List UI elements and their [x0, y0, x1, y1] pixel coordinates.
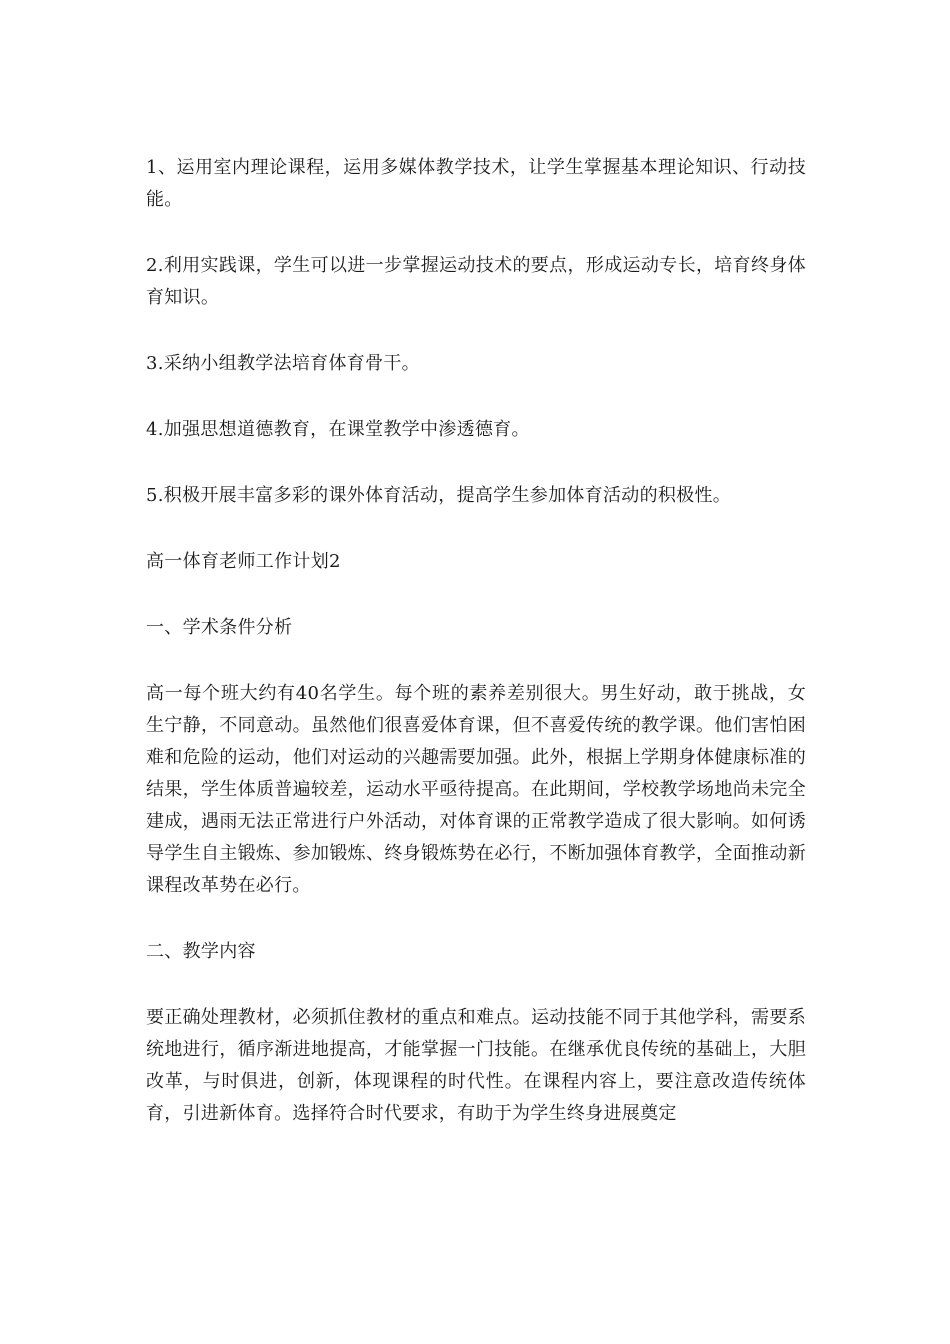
- paragraph-method-2: 2.利用实践课，学生可以进一步掌握运动技术的要点，形成运动专长，培育终身体育知识。: [146, 255, 806, 308]
- heading-analysis: 一、学术条件分析: [146, 617, 293, 638]
- heading-content: 二、教学内容: [146, 941, 256, 962]
- paragraph-method-3: 3.采纳小组教学法培育体育骨干。: [146, 353, 420, 374]
- section-title: 高一体育老师工作计划2: [146, 551, 341, 572]
- paragraph-method-4: 4.加强思想道德教育，在课堂教学中渗透德育。: [146, 419, 530, 440]
- paragraph-method-1: 1、运用室内理论课程，运用多媒体教学技术，让学生掌握基本理论知识、行动技能。: [146, 157, 806, 210]
- paragraph-analysis: 高一每个班大约有40名学生。每个班的素养差别很大。男生好动，敢于挑战，女生宁静，不同意动。虽然他们很喜爱体育课，但不喜爱传统的教学课。他们害怕困难和危险的运动，他们对运动的兴趣需要加强。此外，根据上学期身体健康标准的结果，学生体质普遍较差，运动水平亟待提高。在此期间，学校教学场地尚未完全建成，遇雨无法正常进行户外活动，对体育课的正常教学造成了很大影响。如何诱导学生自主锻炼、参加锻炼、终身锻炼势在必行，不断加强体育教学，全面推动新课程改革势在必行。: [146, 683, 806, 896]
- paragraph-method-5: 5.积极开展丰富多彩的课外体育活动，提高学生参加体育活动的积极性。: [146, 485, 732, 506]
- paragraph-content: 要正确处理教材，必须抓住教材的重点和难点。运动技能不同于其他学科，需要系统地进行，循序渐进地提高，才能掌握一门技能。在继承优良传统的基础上，大胆改革，与时俱进，创新，体现课程的时代性。在课程内容上，要注意改造传统体育，引进新体育。选择符合时代要求，有助于为学生终身进展奠定: [146, 1007, 806, 1124]
- document-page: [146, 152, 806, 1164]
